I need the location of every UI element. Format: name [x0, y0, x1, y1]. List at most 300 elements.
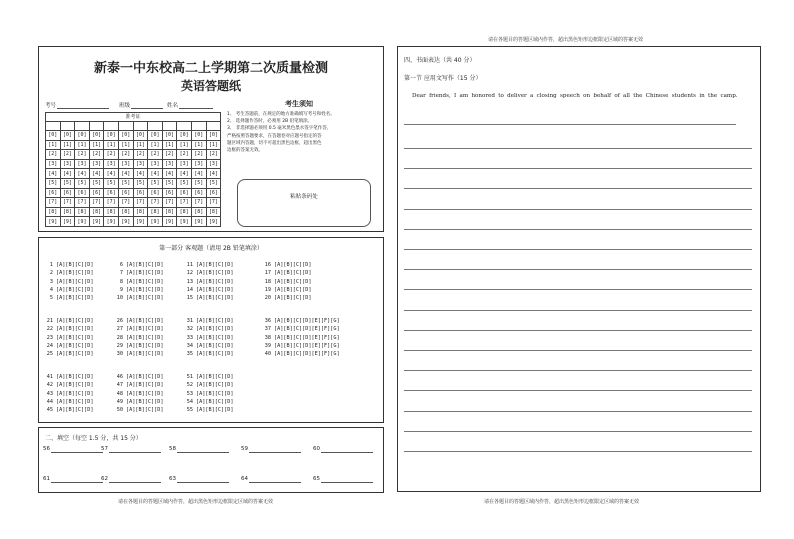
writing-line[interactable]: [404, 350, 752, 351]
notice-item: 边框的答案无效。: [227, 148, 263, 154]
question-row[interactable]: [45, 334, 93, 342]
admission-digit-bubble[interactable]: [8]: [206, 207, 221, 217]
admission-digit-bubble[interactable]: [9]: [177, 217, 192, 227]
question-row[interactable]: [185, 390, 233, 398]
admission-digit-bubble[interactable]: [2]: [162, 150, 177, 160]
answer-options[interactable]: [A][B][C][D]: [126, 351, 164, 358]
admission-digit-bubble[interactable]: [6]: [162, 188, 177, 198]
question-row[interactable]: [45, 269, 93, 277]
blank-answer-line[interactable]: [177, 452, 229, 453]
admission-digit-bubble[interactable]: [7]: [104, 198, 119, 208]
admission-digit-bubble[interactable]: [6]: [206, 188, 221, 198]
answer-options[interactable]: [A][B][C][D]: [126, 262, 164, 268]
answer-options[interactable]: [A][B][C][D]: [196, 278, 234, 285]
question-row[interactable]: [115, 390, 163, 398]
question-row[interactable]: [45, 317, 93, 325]
admission-digit-bubble[interactable]: [4]: [60, 169, 75, 179]
answer-options[interactable]: [A][B][C][D]: [274, 278, 312, 285]
question-number: 34: [186, 342, 193, 349]
question-number: 4: [49, 286, 53, 293]
answer-options[interactable]: [A][B][C][D][E][F][G]: [274, 334, 340, 341]
admission-digit-bubble[interactable]: [9]: [162, 217, 177, 227]
answer-options[interactable]: [A][B][C][D]: [56, 374, 94, 380]
admission-digit-bubble[interactable]: [4]: [89, 169, 104, 179]
admission-digit-bubble[interactable]: [7]: [75, 198, 90, 208]
question-number: 7: [119, 270, 123, 277]
class-input[interactable]: [131, 108, 163, 109]
writing-line[interactable]: [404, 330, 752, 331]
blank-answer-line[interactable]: [51, 452, 103, 453]
answer-options[interactable]: [A][B][C][D]: [196, 262, 234, 268]
answer-options[interactable]: [A][B][C][D]: [196, 334, 234, 341]
admission-digit-bubble[interactable]: [0]: [133, 131, 148, 141]
admission-digit-bubble[interactable]: [9]: [104, 217, 119, 227]
admission-digit-bubble[interactable]: [7]: [206, 198, 221, 208]
answer-options[interactable]: [A][B][C][D]: [56, 342, 94, 349]
admission-digit-bubble[interactable]: [9]: [75, 217, 90, 227]
admission-digit-bubble[interactable]: [5]: [162, 178, 177, 188]
admission-digit-bubble[interactable]: [6]: [60, 188, 75, 198]
question-number: 8: [119, 278, 123, 285]
question-row[interactable]: [263, 269, 311, 277]
question-row[interactable]: [185, 398, 233, 406]
answer-options[interactable]: [A][B][C][D]: [196, 374, 234, 380]
question-row[interactable]: [45, 381, 93, 389]
sheet-subtitle: 英语答题纸: [180, 79, 241, 93]
admission-digit-bubble[interactable]: [9]: [118, 217, 133, 227]
admission-digit-bubble[interactable]: [2]: [75, 150, 90, 160]
admission-digit-bubble[interactable]: [4]: [104, 169, 119, 179]
admission-digit-bubble[interactable]: [3]: [60, 159, 75, 169]
answer-options[interactable]: [A][B][C][D]: [274, 262, 312, 268]
question-row[interactable]: [185, 278, 233, 286]
answer-options[interactable]: [A][B][C][D]: [56, 286, 94, 293]
blank-number: 60: [313, 446, 320, 452]
writing-line[interactable]: [404, 188, 752, 189]
admission-label: 准考证: [46, 113, 221, 122]
admission-digit-bubble[interactable]: [6]: [148, 188, 163, 198]
admission-digit-bubble[interactable]: [0]: [162, 131, 177, 141]
admission-digit-bubble[interactable]: [8]: [46, 207, 61, 217]
question-row[interactable]: [185, 381, 233, 389]
admission-digit-bubble[interactable]: [4]: [148, 169, 163, 179]
question-row[interactable]: [45, 406, 93, 414]
admission-digit-bubble[interactable]: [5]: [75, 178, 90, 188]
question-number: 47: [116, 382, 123, 389]
question-row[interactable]: [45, 286, 93, 294]
answer-options[interactable]: [A][B][C][D]: [274, 295, 312, 302]
question-row[interactable]: [263, 342, 340, 350]
question-number: 25: [46, 351, 53, 358]
admission-digit-bubble[interactable]: [3]: [191, 159, 206, 169]
admission-digit-bubble[interactable]: [0]: [148, 131, 163, 141]
question-row[interactable]: [115, 406, 163, 414]
admission-digit-bubble[interactable]: [1]: [104, 140, 119, 150]
answer-options[interactable]: [A][B][C][D]: [126, 398, 164, 405]
admission-digit-bubble[interactable]: [9]: [148, 217, 163, 227]
admission-digit-bubble[interactable]: [4]: [75, 169, 90, 179]
admission-digit-bubble[interactable]: [8]: [177, 207, 192, 217]
question-number: 39: [264, 342, 271, 349]
admission-digit-bubble[interactable]: [0]: [89, 131, 104, 141]
notice-item: 2、 选择题作答时，必须用 2B 铅笔填涂。: [227, 119, 313, 125]
writing-line[interactable]: [404, 269, 752, 270]
writing-line[interactable]: [404, 310, 752, 311]
admission-digit-bubble[interactable]: [2]: [46, 150, 61, 160]
admission-digit-bubble[interactable]: [2]: [60, 150, 75, 160]
question-row[interactable]: [45, 325, 93, 333]
question-number: 12: [186, 270, 193, 277]
admission-digit-bubble[interactable]: [3]: [75, 159, 90, 169]
question-column: [185, 317, 233, 358]
question-row[interactable]: [115, 373, 163, 381]
admission-digit-bubble[interactable]: [2]: [104, 150, 119, 160]
answer-options[interactable]: [A][B][C][D]: [274, 286, 312, 293]
writing-line[interactable]: [404, 390, 752, 391]
admission-digit-bubble[interactable]: [1]: [191, 140, 206, 150]
admission-digit-bubble[interactable]: [3]: [206, 159, 221, 169]
admission-digit-bubble[interactable]: [9]: [89, 217, 104, 227]
admission-digit-bubble[interactable]: [5]: [60, 178, 75, 188]
question-row[interactable]: [185, 342, 233, 350]
admission-digit-bubble[interactable]: [7]: [133, 198, 148, 208]
admission-digit-bubble[interactable]: [8]: [75, 207, 90, 217]
blank-answer-line[interactable]: [321, 452, 373, 453]
admission-digit-bubble[interactable]: [6]: [118, 188, 133, 198]
question-row[interactable]: [45, 390, 93, 398]
question-row[interactable]: [185, 286, 233, 294]
question-row[interactable]: [45, 350, 93, 358]
question-row[interactable]: [45, 398, 93, 406]
admission-digit-bubble[interactable]: [1]: [177, 140, 192, 150]
answer-options[interactable]: [A][B][C][D]: [126, 390, 164, 397]
admission-digit-bubble[interactable]: [1]: [46, 140, 61, 150]
question-row[interactable]: [185, 269, 233, 277]
answer-options[interactable]: [A][B][C][D]: [126, 334, 164, 341]
answer-options[interactable]: [A][B][C][D]: [126, 278, 164, 285]
blank-number: 59: [241, 446, 248, 452]
question-row[interactable]: [115, 325, 163, 333]
admission-digit-bubble[interactable]: [5]: [177, 178, 192, 188]
admission-digit-bubble[interactable]: [2]: [89, 150, 104, 160]
admission-digit-bubble[interactable]: [4]: [177, 169, 192, 179]
question-row[interactable]: [263, 317, 340, 325]
question-row[interactable]: [185, 334, 233, 342]
question-row[interactable]: [263, 294, 311, 302]
answer-options[interactable]: [A][B][C][D]: [126, 374, 164, 380]
admission-digit-bubble[interactable]: [4]: [133, 169, 148, 179]
blank-answer-line[interactable]: [177, 482, 229, 483]
writing-line[interactable]: [404, 249, 752, 250]
writing-line[interactable]: [404, 124, 736, 125]
admission-digit-bubble[interactable]: [5]: [104, 178, 119, 188]
answer-options[interactable]: [A][B][C][D]: [56, 398, 94, 405]
question-row[interactable]: [263, 261, 311, 269]
question-row[interactable]: [115, 334, 163, 342]
admission-digit-bubble[interactable]: [9]: [206, 217, 221, 227]
question-row[interactable]: [115, 317, 163, 325]
admission-digit-bubble[interactable]: [7]: [46, 198, 61, 208]
writing-line[interactable]: [404, 370, 752, 371]
blank-answer-line[interactable]: [249, 452, 301, 453]
admission-digit-bubble[interactable]: [5]: [206, 178, 221, 188]
answer-options[interactable]: [A][B][C][D]: [56, 326, 94, 333]
admission-digit-bubble[interactable]: [8]: [118, 207, 133, 217]
admission-digit-bubble[interactable]: [0]: [104, 131, 119, 141]
admission-digit-bubble[interactable]: [1]: [75, 140, 90, 150]
answer-options[interactable]: [A][B][C][D]: [126, 318, 164, 324]
admission-digit-bubble[interactable]: [2]: [148, 150, 163, 160]
answer-options[interactable]: [A][B][C][D]: [196, 286, 234, 293]
blank-answer-line[interactable]: [109, 482, 161, 483]
question-number: 17: [264, 270, 271, 277]
admission-digit-bubble[interactable]: [9]: [60, 217, 75, 227]
admission-digit-bubble[interactable]: [8]: [133, 207, 148, 217]
admission-digit-bubble[interactable]: [5]: [118, 178, 133, 188]
blank-answer-line[interactable]: [109, 452, 161, 453]
writing-line[interactable]: [404, 289, 752, 290]
answer-options[interactable]: [A][B][C][D]: [126, 286, 164, 293]
question-row[interactable]: [185, 350, 233, 358]
answer-options[interactable]: [A][B][C][D][E][F][G]: [274, 318, 340, 324]
admission-digit-bubble[interactable]: [2]: [206, 150, 221, 160]
question-row[interactable]: [185, 261, 233, 269]
question-row[interactable]: [263, 350, 340, 358]
admission-digit-bubble[interactable]: [4]: [162, 169, 177, 179]
admission-digit-bubble[interactable]: [9]: [191, 217, 206, 227]
question-row[interactable]: [115, 294, 163, 302]
answer-options[interactable]: [A][B][C][D]: [274, 270, 312, 277]
footer-top-right: 请在各题目的答题区域内作答，超出黑色矩形边框限定区域的答案无效: [488, 37, 644, 43]
admission-digit-bubble[interactable]: [4]: [206, 169, 221, 179]
question-number: 16: [264, 262, 271, 268]
answer-options[interactable]: [A][B][C][D]: [196, 390, 234, 397]
question-number: 45: [46, 407, 53, 414]
question-number: 50: [116, 407, 123, 414]
blank-number: 62: [101, 476, 108, 482]
question-row[interactable]: [45, 373, 93, 381]
admission-grid: [45, 112, 221, 227]
question-number: 46: [116, 374, 123, 380]
answer-options[interactable]: [A][B][C][D]: [196, 351, 234, 358]
answer-options[interactable]: [A][B][C][D]: [126, 382, 164, 389]
admission-digit-bubble[interactable]: [1]: [206, 140, 221, 150]
answer-options[interactable]: [A][B][C][D]: [196, 398, 234, 405]
admission-digit-bubble[interactable]: [0]: [75, 131, 90, 141]
answer-options[interactable]: [A][B][C][D]: [126, 342, 164, 349]
admission-digit-bubble[interactable]: [8]: [148, 207, 163, 217]
admission-digit-bubble[interactable]: [5]: [133, 178, 148, 188]
answer-options[interactable]: [A][B][C][D]: [56, 407, 94, 414]
admission-digit-bubble[interactable]: [3]: [177, 159, 192, 169]
admission-digit-bubble[interactable]: [6]: [104, 188, 119, 198]
question-row[interactable]: [45, 278, 93, 286]
admission-digit-bubble[interactable]: [4]: [118, 169, 133, 179]
question-column: [45, 261, 93, 302]
admission-digit-bubble[interactable]: [8]: [191, 207, 206, 217]
question-row[interactable]: [45, 261, 93, 269]
question-row[interactable]: [263, 278, 311, 286]
question-number: 27: [116, 326, 123, 333]
question-row[interactable]: [115, 398, 163, 406]
admission-digit-bubble[interactable]: [9]: [46, 217, 61, 227]
admission-digit-bubble[interactable]: [8]: [89, 207, 104, 217]
question-number: 49: [116, 398, 123, 405]
admission-digit-bubble[interactable]: [1]: [89, 140, 104, 150]
admission-digit-bubble[interactable]: [6]: [89, 188, 104, 198]
answer-options[interactable]: [A][B][C][D]: [196, 326, 234, 333]
blank-answer-line[interactable]: [249, 482, 301, 483]
admission-digit-bubble[interactable]: [3]: [162, 159, 177, 169]
blank-number: 63: [169, 476, 176, 482]
admission-digit-bubble[interactable]: [3]: [104, 159, 119, 169]
question-row[interactable]: [45, 342, 93, 350]
admission-digit-bubble[interactable]: [5]: [148, 178, 163, 188]
writing-line[interactable]: [404, 431, 752, 432]
admission-digit-bubble[interactable]: [2]: [177, 150, 192, 160]
admission-digit-bubble[interactable]: [0]: [177, 131, 192, 141]
admission-digit-bubble[interactable]: [6]: [191, 188, 206, 198]
admission-digit-bubble[interactable]: [4]: [46, 169, 61, 179]
name-input[interactable]: [179, 108, 213, 109]
question-number: 20: [264, 295, 271, 302]
answer-options[interactable]: [A][B][C][D]: [126, 295, 164, 302]
answer-options[interactable]: [A][B][C][D]: [56, 295, 94, 302]
admission-digit-bubble[interactable]: [9]: [133, 217, 148, 227]
answer-options[interactable]: [A][B][C][D]: [126, 270, 164, 277]
admission-digit-bubble[interactable]: [3]: [148, 159, 163, 169]
admission-digit-bubble[interactable]: [1]: [162, 140, 177, 150]
question-row[interactable]: [185, 317, 233, 325]
answer-options[interactable]: [A][B][C][D]: [196, 382, 234, 389]
question-row[interactable]: [263, 325, 340, 333]
question-row[interactable]: [115, 269, 163, 277]
admission-digit-bubble[interactable]: [7]: [89, 198, 104, 208]
answer-options[interactable]: [A][B][C][D]: [196, 318, 234, 324]
question-row[interactable]: [45, 294, 93, 302]
admission-digit-bubble[interactable]: [6]: [177, 188, 192, 198]
answer-options[interactable]: [A][B][C][D]: [126, 407, 164, 414]
fillblank-panel: [38, 427, 384, 493]
blank-answer-line[interactable]: [321, 482, 373, 483]
admission-digit-bubble[interactable]: [6]: [46, 188, 61, 198]
objective-panel: [38, 237, 384, 423]
footer-bottom-right: 请在各题目的答题区域内作答，超出黑色矩形边框限定区域的答案无效: [484, 499, 640, 505]
question-row[interactable]: [185, 294, 233, 302]
admission-digit-bubble[interactable]: [1]: [148, 140, 163, 150]
question-row[interactable]: [185, 325, 233, 333]
admission-digit-bubble[interactable]: [3]: [89, 159, 104, 169]
question-row[interactable]: [263, 334, 340, 342]
admission-digit-bubble[interactable]: [2]: [133, 150, 148, 160]
answer-options[interactable]: [A][B][C][D][E][F][G]: [274, 351, 340, 358]
answer-options[interactable]: [A][B][C][D]: [196, 407, 234, 414]
admission-digit-bubble[interactable]: [7]: [191, 198, 206, 208]
answer-options[interactable]: [A][B][C][D][E][F][G]: [274, 342, 340, 349]
admission-digit-bubble[interactable]: [6]: [133, 188, 148, 198]
admission-digit-bubble[interactable]: [1]: [133, 140, 148, 150]
admission-digit-bubble[interactable]: [1]: [118, 140, 133, 150]
admission-digit-bubble[interactable]: [0]: [191, 131, 206, 141]
question-row[interactable]: [115, 342, 163, 350]
class-label: 班级: [119, 103, 131, 109]
question-row[interactable]: [115, 350, 163, 358]
admission-digit-bubble[interactable]: [7]: [118, 198, 133, 208]
question-row[interactable]: [185, 406, 233, 414]
question-row[interactable]: [263, 286, 311, 294]
admission-digit-bubble[interactable]: [3]: [118, 159, 133, 169]
admission-digit-bubble[interactable]: [2]: [118, 150, 133, 160]
question-number: 54: [186, 398, 193, 405]
admission-digit-bubble[interactable]: [2]: [191, 150, 206, 160]
answer-options[interactable]: [A][B][C][D]: [56, 262, 94, 268]
blank-number: 56: [43, 446, 50, 452]
answer-options[interactable]: [A][B][C][D][E][F][G]: [274, 326, 340, 333]
question-row[interactable]: [115, 278, 163, 286]
admission-digit-bubble[interactable]: [6]: [75, 188, 90, 198]
writing-line[interactable]: [404, 148, 752, 149]
writing-line[interactable]: [404, 229, 752, 230]
admission-digit-bubble[interactable]: [8]: [162, 207, 177, 217]
kaohao-input[interactable]: [57, 108, 109, 109]
admission-digit-bubble[interactable]: [7]: [177, 198, 192, 208]
admission-digit-bubble[interactable]: [5]: [89, 178, 104, 188]
question-number: 40: [264, 351, 271, 358]
admission-digit-bubble[interactable]: [0]: [60, 131, 75, 141]
admission-digit-bubble[interactable]: [1]: [60, 140, 75, 150]
answer-options[interactable]: [A][B][C][D]: [56, 351, 94, 358]
admission-digit-bubble[interactable]: [7]: [148, 198, 163, 208]
notice-item: 严格按照答题要求，在答题卷对应题号指定的答: [227, 133, 322, 139]
answer-options[interactable]: [A][B][C][D]: [56, 390, 94, 397]
admission-digit-bubble[interactable]: [5]: [46, 178, 61, 188]
admission-digit-bubble[interactable]: [0]: [118, 131, 133, 141]
answer-options[interactable]: [A][B][C][D]: [56, 278, 94, 285]
answer-options[interactable]: [A][B][C][D]: [56, 318, 94, 324]
admission-digit-bubble[interactable]: [0]: [206, 131, 221, 141]
admission-digit-bubble[interactable]: [8]: [60, 207, 75, 217]
answer-options[interactable]: [A][B][C][D]: [56, 334, 94, 341]
part1-title: 第一部分 客观题（请用 2B 铅笔填涂）: [159, 245, 263, 252]
admission-digit-bubble[interactable]: [8]: [104, 207, 119, 217]
question-row[interactable]: [115, 286, 163, 294]
admission-digit-bubble[interactable]: [7]: [162, 198, 177, 208]
notice-list: [227, 111, 335, 154]
question-row[interactable]: [185, 373, 233, 381]
admission-digit-bubble[interactable]: [7]: [60, 198, 75, 208]
admission-digit-bubble[interactable]: [5]: [191, 178, 206, 188]
writing-line[interactable]: [404, 168, 752, 169]
blank-answer-line[interactable]: [51, 482, 103, 483]
answer-options[interactable]: [A][B][C][D]: [196, 270, 234, 277]
answer-options[interactable]: [A][B][C][D]: [126, 326, 164, 333]
writing-line[interactable]: [404, 411, 752, 412]
answer-options[interactable]: [A][B][C][D]: [196, 295, 234, 302]
question-row[interactable]: [115, 261, 163, 269]
answer-options[interactable]: [A][B][C][D]: [56, 270, 94, 277]
question-row[interactable]: [115, 381, 163, 389]
admission-digit-row: [46, 131, 221, 141]
answer-options[interactable]: [A][B][C][D]: [196, 342, 234, 349]
writing-line[interactable]: [404, 209, 752, 210]
admission-digit-bubble[interactable]: [4]: [191, 169, 206, 179]
answer-options[interactable]: [A][B][C][D]: [56, 382, 94, 389]
admission-digit-bubble[interactable]: [3]: [133, 159, 148, 169]
admission-digit-bubble[interactable]: [0]: [46, 131, 61, 141]
admission-digit-bubble[interactable]: [3]: [46, 159, 61, 169]
admission-digit-row: [46, 198, 221, 208]
writing-line[interactable]: [404, 451, 752, 452]
